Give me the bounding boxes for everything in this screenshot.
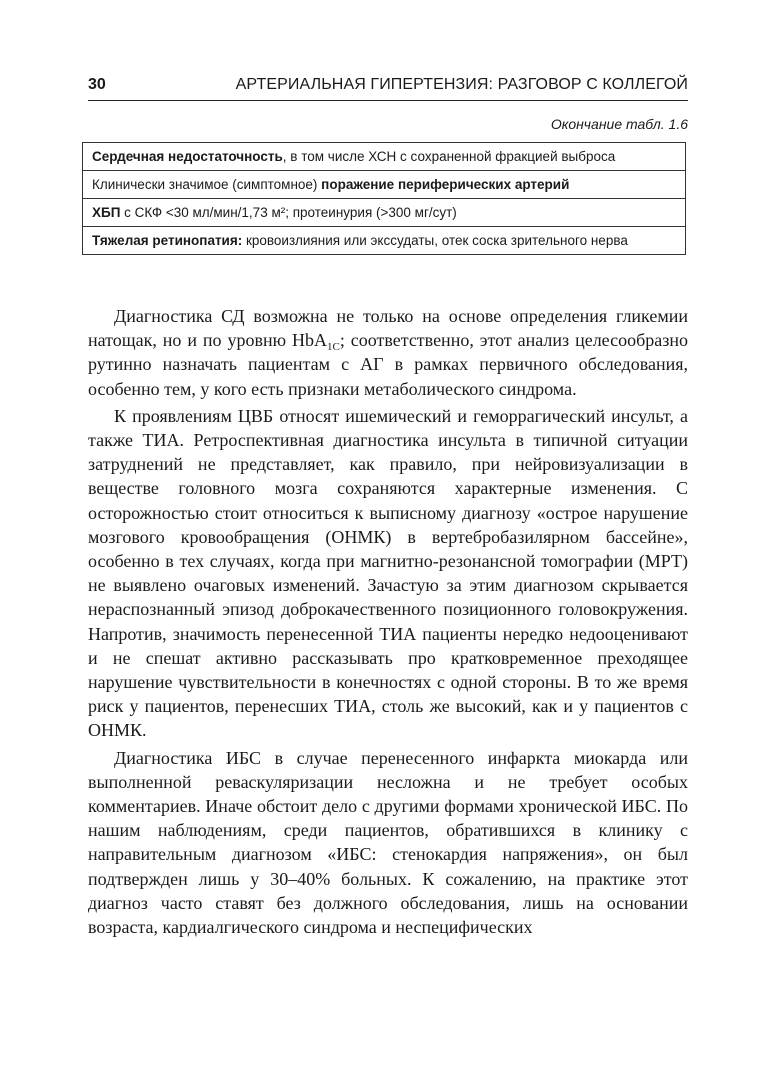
table-cell xyxy=(83,143,686,171)
table-cell xyxy=(83,227,686,255)
row-term: Сердечная недостаточность xyxy=(92,149,283,164)
paragraph-text: Диагностика СД возможна не только на основе определения гликемии натощак, но и по уровню HbA xyxy=(88,306,688,351)
table-cell xyxy=(83,171,686,199)
paragraph-text: ; соответственно, этот анализ целесообразно рутинно назначать пациентам с АГ в рамках первичного обследования, особенно тем, у кого есть признаки метаболического синдрома. xyxy=(88,330,688,399)
page-header xyxy=(88,74,688,102)
paragraph: К проявлениям ЦВБ относят ишемический и геморрагический инсульт, а также ТИА. Ретроспективная диагностика инсульта в типичной ситуации затруднений не представляет, как правило, при нейровизуализации в веществе головного мозга сохраняются характерные изменения. С осторожностью стоит относиться к выписному диагнозу «острое нарушение мозгового кровообращения (ОНМК) в вертебробазилярном бассейне», особенно в тех случаях, когда при магнитно-резонансной томографии (МРТ) не выявлено очаговых изменений. Зачастую за этим диагнозом скрывается нераспознанный эпизод доброкачественного позиционного головокружения. Напротив, значимость перенесенной ТИА пациенты нередко недооценивают и не спешат активно рассказывать про кратковременное преходящее нарушение чувствительности в конечностях с одной стороны. В то же время риск у пациентов, перенесших ТИА, столь же высокий, как и у пациентов с ОНМК. xyxy=(88,405,688,741)
criteria-table xyxy=(82,142,686,255)
table-cell xyxy=(83,199,686,227)
row-term: поражение периферических артерий xyxy=(321,177,570,192)
row-term: ХБП xyxy=(92,205,121,220)
table-row xyxy=(83,143,686,171)
running-title: АРТЕРИАЛЬНАЯ ГИПЕРТЕНЗИЯ: РАЗГОВОР С КОЛЛЕГОЙ xyxy=(235,76,688,93)
body-text xyxy=(88,304,688,939)
paragraph xyxy=(88,304,688,401)
row-term: Тяжелая ретинопатия: xyxy=(92,233,243,248)
page-number: 30 xyxy=(88,76,106,93)
paragraph: Диагностика ИБС в случае перенесенного инфаркта миокарда или выполненной реваскуляризации несложна и не требует особых комментариев. Иначе обстоит дело с другими формами хронической ИБС. По нашим наблюдениям, среди пациентов, обратившихся в клинику с направительным диагнозом «ИБС: стенокардия напряжения», он был подтвержден лишь у 30–40% больных. К сожалению, на практике этот диагноз часто ставят без должного обследования, лишь на основании возраста, кардиалгического синдрома и неспецифических xyxy=(88,747,688,938)
table-row xyxy=(83,171,686,199)
row-text: с СКФ <30 мл/мин/1,73 м²; протеинурия (>300 мг/сут) xyxy=(120,205,457,220)
table-row xyxy=(83,199,686,227)
table-row xyxy=(83,227,686,255)
subscript: 1C xyxy=(326,341,340,354)
table-caption: Окончание табл. 1.6 xyxy=(550,116,688,132)
row-text: , в том числе ХСН с сохраненной фракцией выброса xyxy=(282,149,616,164)
row-text: Клинически значимое (симптомное) xyxy=(92,177,322,192)
row-text: кровоизлияния или экссудаты, отек соска зрительного нерва xyxy=(242,233,628,248)
header-divider xyxy=(88,100,688,101)
